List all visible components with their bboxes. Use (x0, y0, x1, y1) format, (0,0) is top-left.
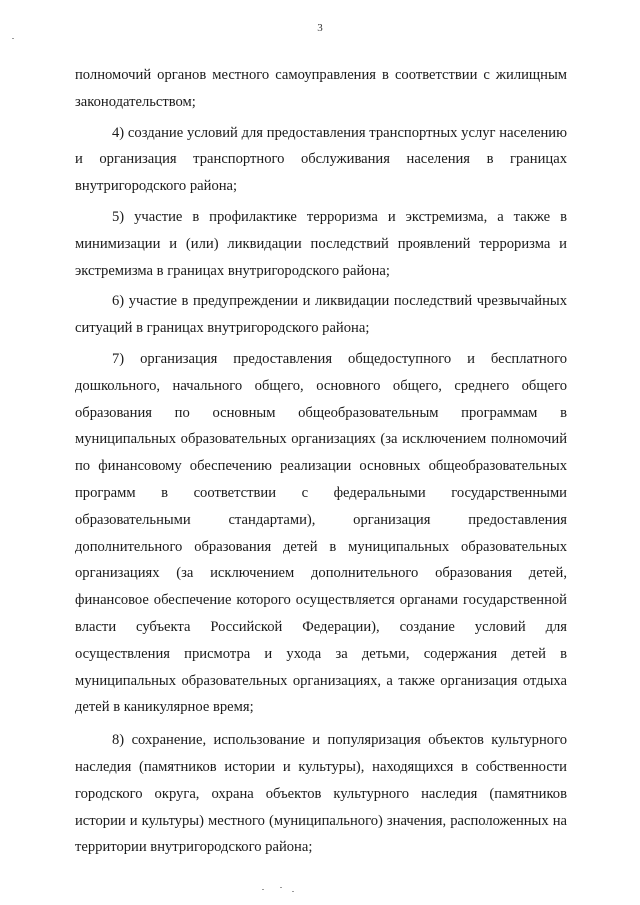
scan-artifact (12, 38, 14, 39)
page-number: 3 (317, 22, 323, 34)
scan-artifact (292, 891, 294, 892)
paragraph-continuation: полномочий органов местного самоуправления в соответствии с жилищным законодательством; (75, 67, 567, 110)
scan-artifact (262, 889, 264, 890)
paragraph-item-4: 4) создание условий для предоставления транспортных услуг населению и организация транспортного обслуживания населения в границах внутригородского района; (75, 124, 567, 195)
paragraph-item-7: 7) организация предоставления общедоступного и бесплатного дошкольного, начального общего, основного общего, среднего общего образования по основным общеобразовательным программам в муниципальных образовательных организациях (за исключением полномочий по финансовому обеспечению реализации основных общеобразовательных программ в соответствии с федеральными государственными образовательными стандартами), организация предоставления дополнительного образования детей в муниципальных образовательных организациях (за исключением дополнительного образования детей, финансовое обеспечение которого осуществляется органами государственной власти субъекта Российской Федерации), создание условий для осуществления присмотра и ухода за детьми, содержания детей в муниципальных образовательных организациях, а также организация отдыха детей в каникулярное время; (75, 350, 567, 716)
paragraph-item-8: 8) сохранение, использование и популяризация объектов культурного наследия (памятников истории и культуры), находящихся в собственности городского округа, охрана объектов культурного наследия (памятников истории и культуры) местного (муниципального) значения, расположенных на территории внутригородского района; (75, 732, 567, 856)
document-body (75, 62, 567, 861)
paragraph-item-5: 5) участие в профилактике терроризма и экстремизма, а также в минимизации и (или) ликвидации последствий проявлений терроризма и экстремизма в границах внутригородского района; (75, 208, 567, 279)
paragraph-item-6: 6) участие в предупреждении и ликвидации последствий чрезвычайных ситуаций в границах внутригородского района; (75, 293, 567, 337)
scan-artifact (280, 887, 282, 888)
